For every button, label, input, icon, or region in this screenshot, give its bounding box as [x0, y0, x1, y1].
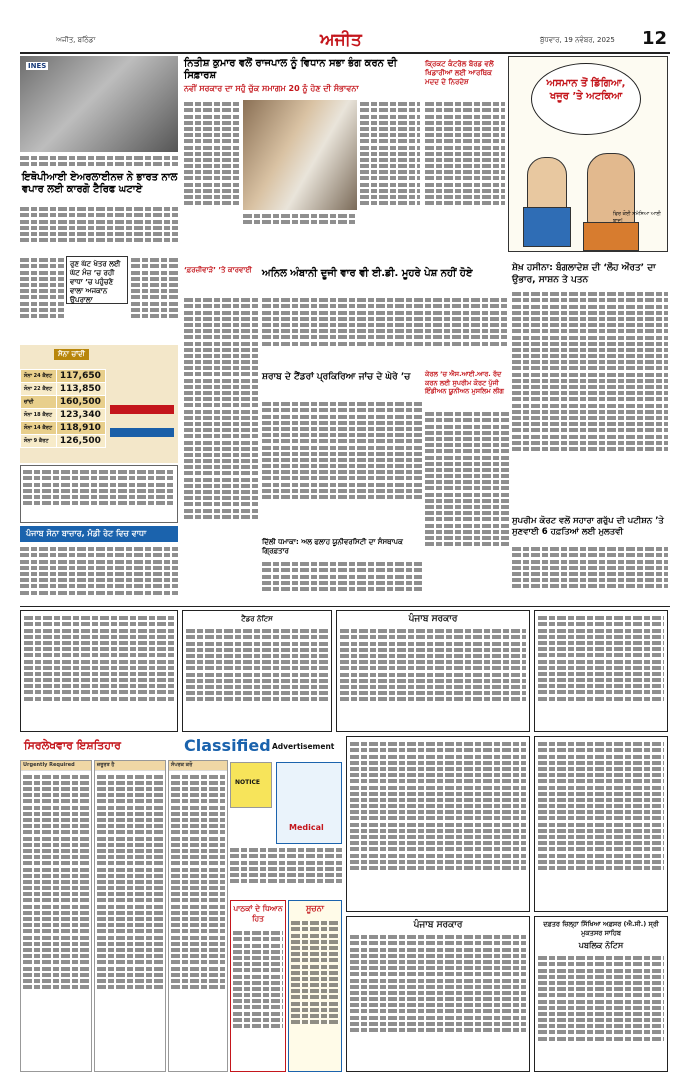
masthead	[20, 26, 670, 54]
masthead-logo: ਅਜੀਤ	[320, 30, 362, 50]
ad-public-notice	[534, 916, 668, 1072]
row-label: ਸੋਨਾ 14 ਕੈਰਟ	[21, 422, 57, 435]
row-label: ਚਾਂਦੀ	[21, 396, 57, 409]
cartoon-figure-left-shirt	[523, 207, 571, 247]
gold-price-panel	[20, 345, 178, 463]
classified-sub: Advertisement	[272, 742, 335, 751]
ambani-body	[262, 296, 508, 366]
ad-right-notice-1	[534, 610, 668, 732]
ad-punjab-sarkar-2	[346, 916, 530, 1072]
medical-label: Medical	[289, 823, 324, 832]
row-value: 113,850	[56, 383, 105, 396]
page-number: 12	[642, 28, 668, 49]
liquor-body	[262, 400, 422, 534]
gold-title: ਸੋਨਾ ਚਾਂਦੀ	[54, 349, 89, 360]
kerala-headline: ਕੇਰਲ ’ਚ ਐਸ.ਆਈ.ਆਰ. ਰੱਦ ਕਰਨ ਲਈ ਸੁਪਰੀਮ ਕੋਰਟ ਪੁੱਜੀ ਇੰਡੀਅਨ ਯੂਨੀਅਨ ਮੁਸਲਿਮ ਲੀਗ	[425, 370, 504, 395]
list-item: ਜ਼ਰੂਰਤ ਹੈ	[95, 761, 165, 771]
classified-punjabi: ਸਿਰਲੇਖਵਾਰ ਇਸ਼ਤਿਹਾਰ	[24, 739, 121, 752]
classified-col-4	[230, 846, 342, 896]
delhi-blast-body	[262, 560, 422, 602]
tender-subtitle: ਟੈਂਡਰ ਨੋਟਿਸ	[241, 615, 273, 623]
masthead-date: ਬੁੱਧਵਾਰ, 19 ਨਵੰਬਰ, 2025	[540, 36, 615, 44]
ad-left-notice	[20, 610, 178, 732]
classified-header	[20, 736, 342, 758]
medical-ad	[276, 762, 342, 844]
cartoon-caption: ਅਸਮਾਨ ਤੋਂ ਡਿੱਗਿਆ, ਖਜੂਰ ’ਤੇ ਅਟਕਿਆ	[546, 78, 626, 102]
ad-tender	[182, 610, 332, 732]
ad-title: ਪੰਜਾਬ ਸਰਕਾਰ	[408, 614, 458, 624]
lead-photo	[243, 100, 357, 210]
classified-col-2	[94, 760, 166, 1072]
info-title: ਸੂਚਨਾ	[305, 904, 324, 913]
ad-title-2: ਪੰਜਾਬ ਸਰਕਾਰ	[413, 920, 463, 930]
ad-punjab-sarkar-1	[336, 610, 530, 732]
lead-subheadline: ਨਵੀਂ ਸਰਕਾਰ ਦਾ ਸਹੁੰ ਚੁੱਕ ਸਮਾਗਮ 20 ਨੂੰ ਹੋਣ ਦੀ ਸੰਭਾਵਨਾ	[184, 84, 359, 93]
lead-body-col3	[360, 100, 420, 250]
cartoon-small-text: ਫਿਰ ਕੋਈ ਸਮੱਸਿਆ ਆਈ ਬਾਦ!	[613, 211, 661, 224]
notice-label: NOTICE	[235, 779, 260, 786]
row-value: 118,910	[56, 422, 105, 435]
ratio-right-col	[131, 256, 178, 341]
row-value: 160,500	[56, 396, 105, 409]
ratio-box	[66, 256, 128, 304]
table-row	[21, 409, 106, 422]
ad-middle-tender-2	[346, 736, 530, 912]
row-label: ਸੋਨਾ 22 ਕੈਰਟ	[21, 383, 57, 396]
masthead-slug: ਅਜੀਤ, ਬਠਿੰਡਾ	[56, 36, 96, 44]
list-item: Urgently Required	[21, 761, 91, 771]
public-notice-title: ਪਬਲਿਕ ਨੋਟਿਸ	[578, 941, 624, 950]
cyber-headline: ‘ਫ਼ਰਜ਼ੀਵਾੜੇ’ ’ਤੇ ਕਾਰਵਾਈ	[184, 266, 252, 274]
photo-caption	[20, 154, 178, 168]
classified-col-1	[20, 760, 92, 1072]
lead-photo-caption	[243, 212, 357, 232]
readers-notice	[230, 900, 286, 1072]
row-value: 123,340	[56, 409, 105, 422]
delhi-blast-headline: ਦਿੱਲੀ ਧਮਾਕਾ: ਅਲ ਫਲਾਹ ਯੂਨੀਵਰਸਿਟੀ ਦਾ ਸੰਸਥਾਪਕ ਗ੍ਰਿਫ਼ਤਾਰ	[262, 538, 403, 555]
cartoon-figure-right-shirt	[583, 222, 639, 251]
row-label: ਸੋਨਾ 24 ਕੈਰਟ	[21, 370, 57, 383]
table-row	[21, 370, 106, 383]
classified-col-3	[168, 760, 228, 1072]
lead-headline: ਨਿਤੀਸ਼ ਕੁਮਾਰ ਵਲੋਂ ਰਾਜਪਾਲ ਨੂੰ ਵਿਧਾਨ ਸਭਾ ਭੰਗ ਕਰਨ ਦੀ ਸਿਫ਼ਾਰਸ਼	[184, 58, 398, 81]
ethiopia-headline: ਇਥੋਪੀਆਈ ਏਅਰਲਾਈਨਜ਼ ਨੇ ਭਾਰਤ ਨਾਲ ਵਪਾਰ ਲਈ ਕਾਰਗੋ ਟੈਰਿਫ ਘਟਾਏ	[22, 172, 178, 195]
classified-en: Classified	[184, 736, 271, 755]
ratio-box-headline: ਰੁਣ ਘੱਟ ਖੇਤਰ ਲਈ ਘੱਟ ਮੰਜ਼ ’ਚ ਰਹੀ ਵਾਧਾ ’ਚ ਪਹੁੰਚਣੇ ਵਾਲਾ ਅਜਕਾਨ ਉਪਰਾਲਾ	[70, 260, 121, 304]
price-side-panel	[110, 405, 174, 455]
liquor-headline: ਸ਼ਰਾਬ ਦੇ ਟੈਂਡਰਾਂ ਪ੍ਰਕਿਰਿਆ ਜਾਂਚ ਦੇ ਘੇਰੇ ’ਚ	[262, 372, 411, 382]
market-banner-text: ਪੰਜਾਬ ਸੋਨਾ ਬਾਜ਼ਾਰ, ਮੰਡੀ ਰੇਟ ਵਿਚ ਵਾਧਾ	[26, 529, 147, 538]
market-body	[20, 545, 178, 613]
ambani-headline: ਅਨਿਲ ਅੰਬਾਨੀ ਦੂਜੀ ਵਾਰ ਵੀ ਈ.ਡੀ. ਮੂਹਰੇ ਪੇਸ਼ ਨਹੀਂ ਹੋਏ	[262, 268, 473, 279]
hasina-body	[512, 290, 668, 512]
table-row	[21, 422, 106, 435]
market-banner	[20, 526, 178, 542]
notice-graphic	[230, 762, 272, 808]
airplane-photo	[20, 56, 178, 152]
cricket-body	[425, 100, 505, 250]
cartoon	[508, 56, 668, 252]
cricket-headline: ਕ੍ਰਿਕਟ ਕੰਟਰੋਲ ਬੋਰਡ ਵਲੋਂ ਖਿਡਾਰੀਆਂ ਲਈ ਆਰਥਿਕ ਮਦਦ ਦੇ ਨਿਰਦੇਸ਼	[425, 60, 494, 86]
lead-body-col1	[184, 100, 240, 250]
info-notice	[288, 900, 342, 1072]
row-value: 117,650	[56, 370, 105, 383]
ad-right-notice-2	[534, 736, 668, 912]
photo-label: INES	[28, 62, 47, 70]
table-row	[21, 435, 106, 448]
row-label: ਸੋਨਾ 18 ਕੈਰਟ	[21, 409, 57, 422]
mandi-rates	[20, 465, 178, 523]
row-label: ਸੋਨਾ 9 ਕੈਰਟ	[21, 435, 57, 448]
cartoon-figure-left	[527, 157, 567, 213]
hasina-headline: ਸ਼ੇਖ਼ ਹਸੀਨਾ: ਬੰਗਲਾਦੇਸ਼ ਦੀ ‘ਲੌਹ ਔਰਤ’ ਦਾ ਉਭਾਰ, ਸਾਸ਼ਨ ਤੇ ਪਤਨ	[512, 263, 656, 285]
supreme-court-body	[512, 545, 668, 601]
row-value: 126,500	[56, 435, 105, 448]
gold-price-table	[20, 369, 106, 448]
table-row	[21, 396, 106, 409]
supreme-court-headline: ਸੁਪਰੀਮ ਕੋਰਟ ਵਲੋਂ ਸਹਾਰਾ ਗਰੁੱਪ ਦੀ ਪਟੀਸ਼ਨ ’ਤੇ ਸੁਣਵਾਈ 6 ਹਫ਼ਤਿਆਂ ਲਈ ਮੁਲਤਵੀ	[512, 516, 664, 537]
readers-title: ਪਾਠਕਾਂ ਦੇ ਧਿਆਨ ਹਿਤ	[233, 904, 283, 923]
list-item: ਸੰਪਰਕ ਕਰੋ	[169, 761, 227, 771]
publicity-office: ਦਫ਼ਤਰ ਜ਼ਿਲ੍ਹਾ ਸਿੱਖਿਆ ਅਫ਼ਸਰ (ਐ.ਸੀ.) ਸ੍ਰੀ ਮੁਕਤਸਰ ਸਾਹਿਬ	[543, 920, 659, 937]
ethiopia-body	[20, 205, 178, 253]
kerala-body	[425, 410, 509, 600]
ethiopia-body-col	[20, 256, 64, 341]
table-row	[21, 383, 106, 396]
cyber-body	[184, 296, 260, 601]
